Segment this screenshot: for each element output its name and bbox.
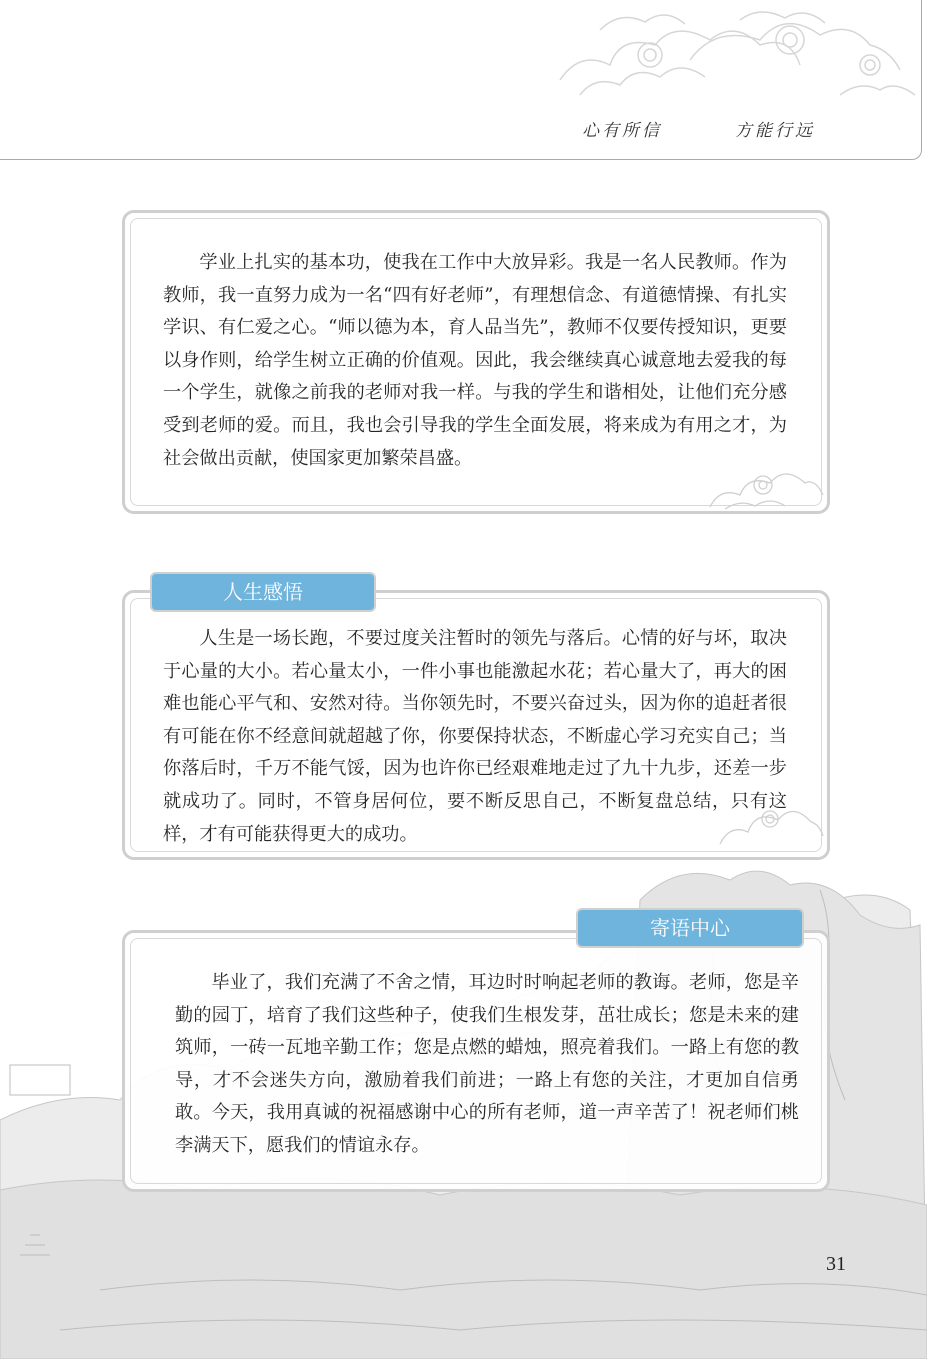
page-number: 31: [826, 1253, 846, 1275]
cloud-pattern-icon: [540, 0, 927, 110]
life-insight-paragraph: 人生是一场长跑，不要过度关注暂时的领先与落后。心情的好与坏，取决于心量的大小。若心量太小，一件小事也能激起水花；若心量大了，再大的困难也能心平气和、安然对待。当你领先时，不要兴奋过头，因为你的追赶者很有可能在你不经意间就超越了你，你要保持状态，不断虚心学习充实自己；当你落后时，千万不能气馁，因为也许你已经艰难地走过了九十九步，还差一步就成功了。同时，不管身居何位，要不断反思自己，不断复盘总结，只有这样，才有可能获得更大的成功。: [163, 628, 787, 845]
header-motto-left: 心有所信: [582, 121, 662, 141]
intro-card: [122, 210, 830, 514]
cloud-pattern-icon: [715, 789, 825, 849]
message-card: [122, 930, 830, 1192]
life-insight-card: [122, 590, 830, 860]
section-tag-message: 寄语中心: [576, 908, 804, 948]
message-paragraph: 毕业了，我们充满了不舍之情，耳边时时响起老师的教诲。老师，您是辛勤的园丁，培育了我们这些种子，使我们生根发芽，茁壮成长；您是未来的建筑师，一砖一瓦地辛勤工作；您是点燃的蜡烛，照亮着我们。一路上有您的教导，才不会迷失方向，激励着我们前进；一路上有您的关注，才更加自信勇敢。今天，我用真诚的祝福感谢中心的所有老师，道一声辛苦了！祝老师们桃李满天下，愿我们的情谊永存。: [175, 972, 799, 1156]
header-motto-right: 方能行远: [735, 121, 815, 141]
intro-paragraph: 学业上扎实的基本功，使我在工作中大放异彩。我是一名人民教师。作为教师，我一直努力成为一名“四有好老师”，有理想信念、有道德情操、有扎实学识、有仁爱之心。“师以德为本，育人品当先”，教师不仅要传授知识，更要以身作则，给学生树立正确的价值观。因此，我会继续真心诚意地去爱我的每一个学生，就像之前我的老师对我一样。与我的学生和谐相处，让他们充分感受到老师的爱。而且，我也会引导我的学生全面发展，将来成为有用之才，为社会做出贡献，使国家更加繁荣昌盛。: [163, 252, 787, 469]
cloud-pattern-icon: [705, 457, 825, 513]
section-tag-life-insight: 人生感悟: [150, 572, 376, 612]
